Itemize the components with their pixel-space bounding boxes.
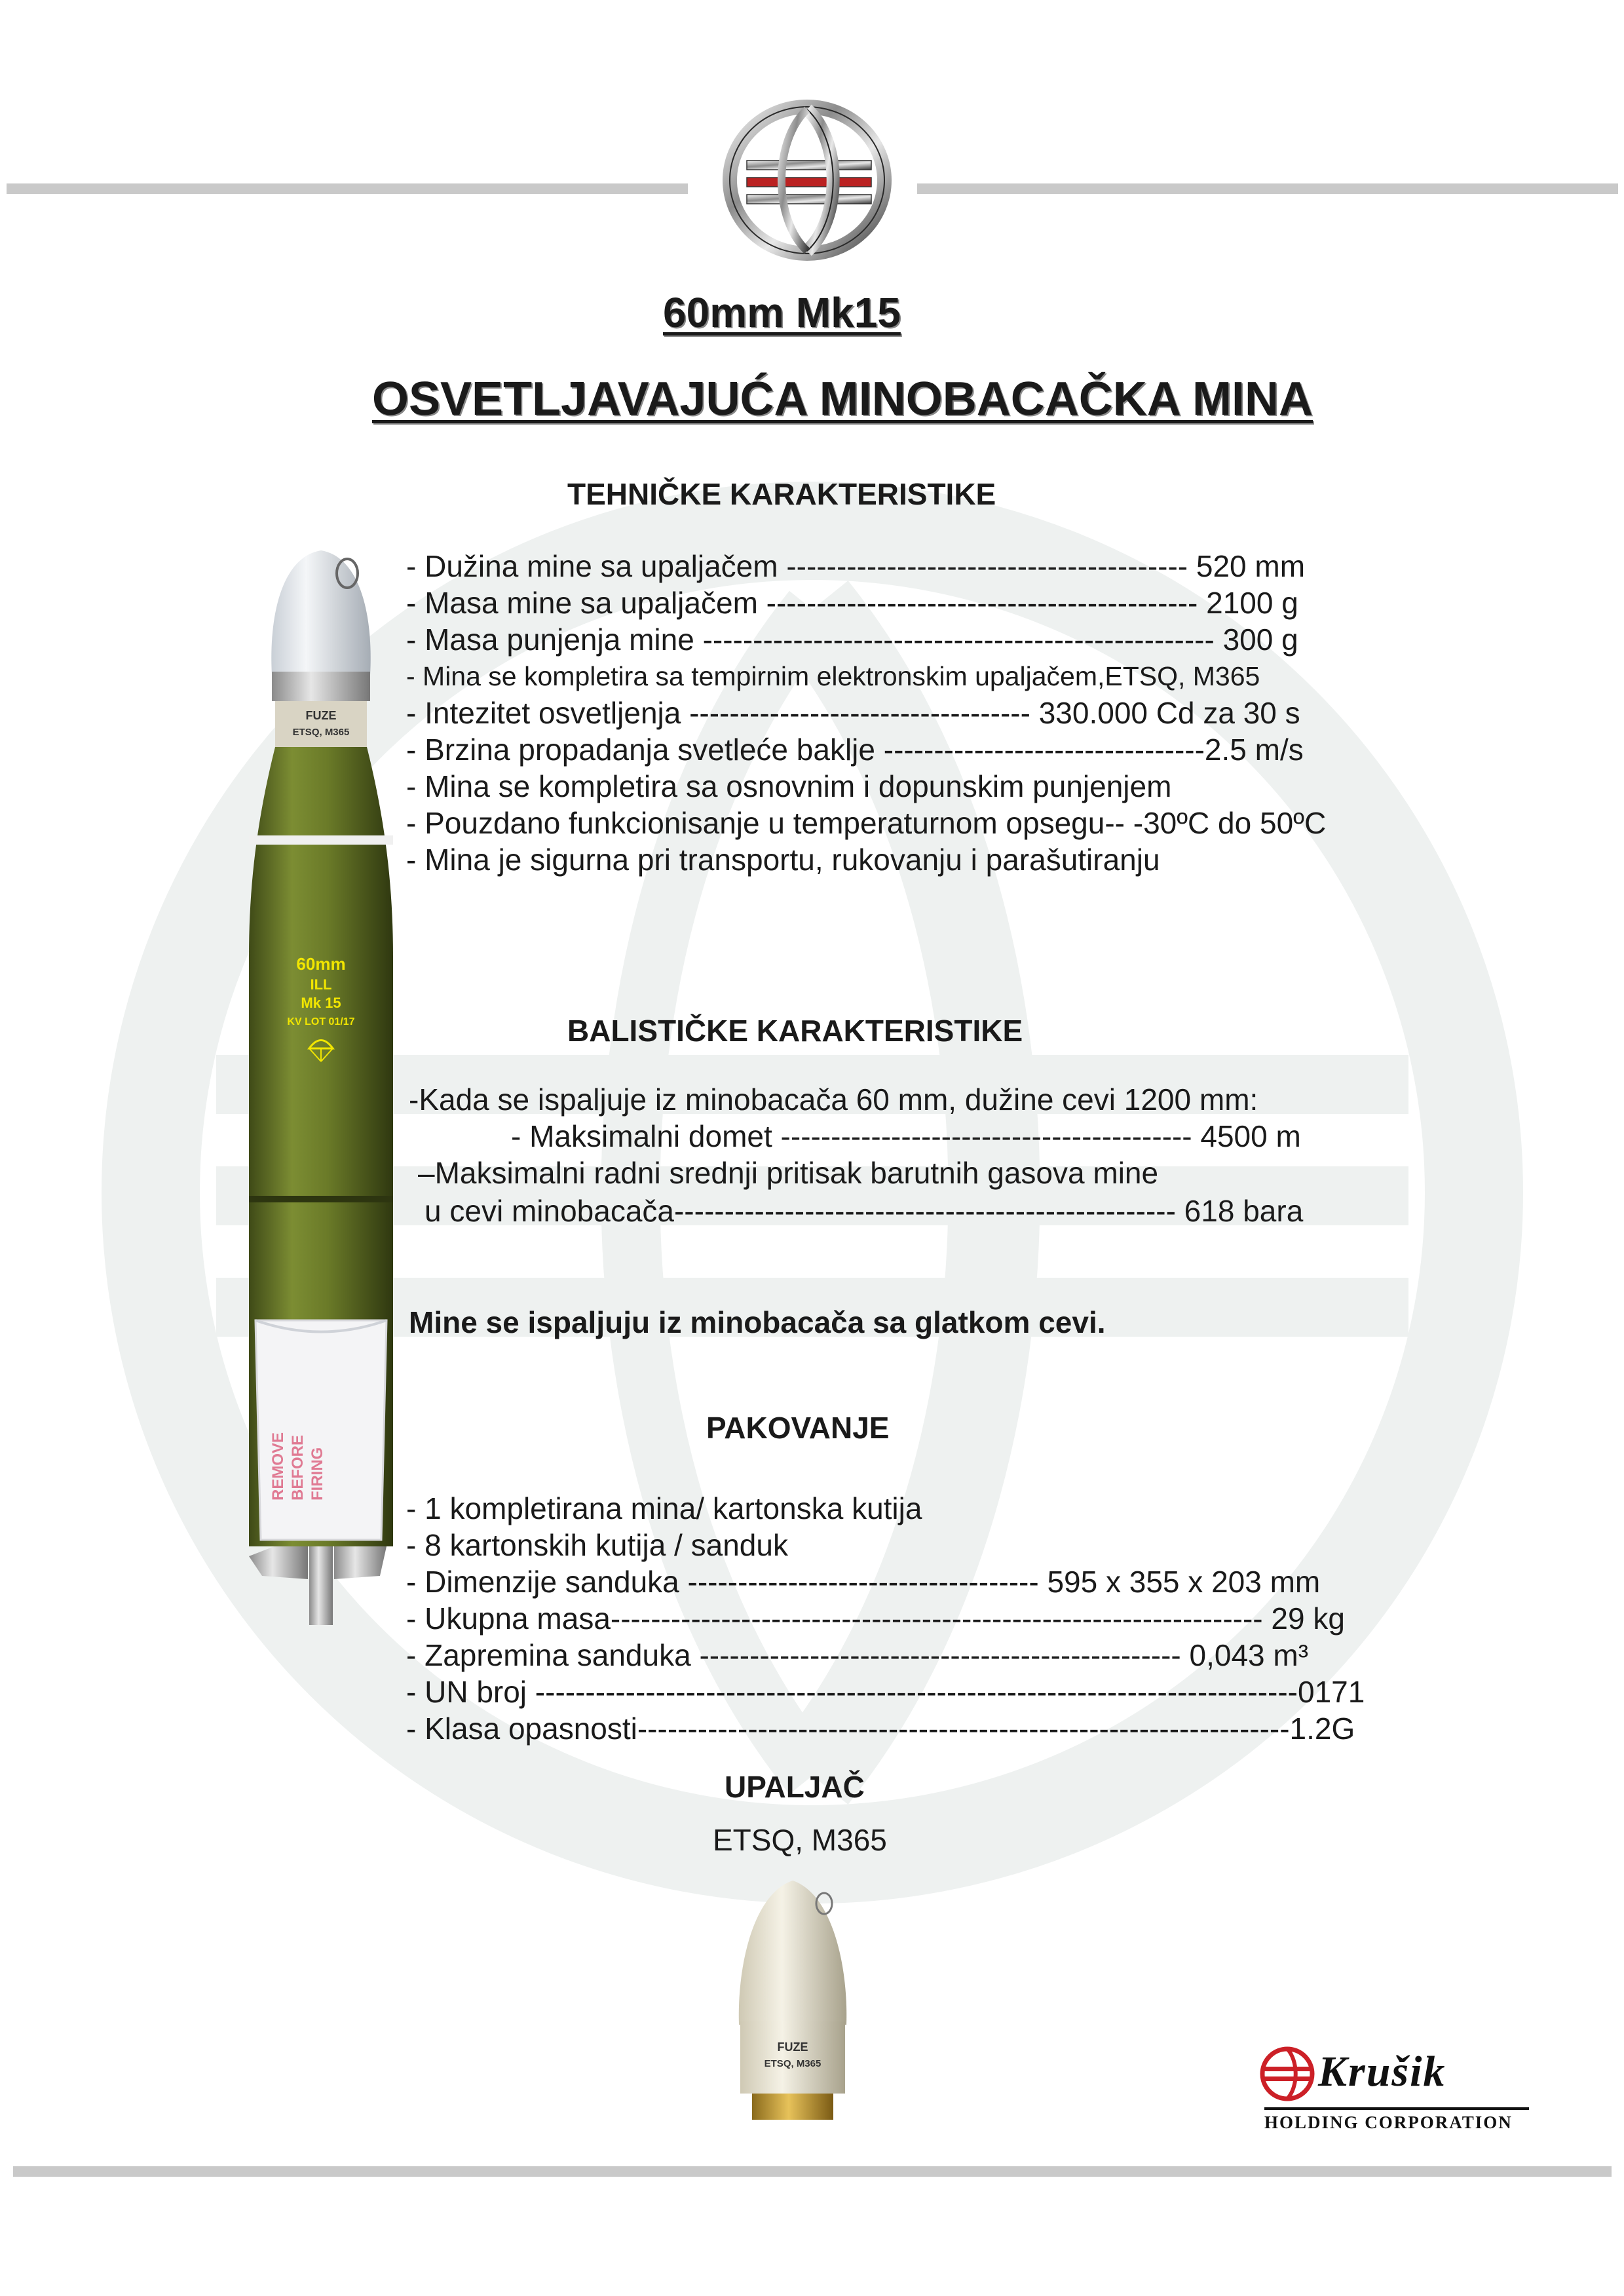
- tag-remove: REMOVE: [269, 1432, 287, 1501]
- fuze-label-bottom: ETSQ, M365: [292, 727, 350, 738]
- tech-item-temperature: - Pouzdano funkcionisanje u temperaturnom opsegu-- -30ºC do 50ºC: [406, 806, 1327, 840]
- company-emblem-logo: [721, 95, 894, 265]
- shell-type-marking: ILL: [310, 976, 332, 993]
- pack-item-hazard-class: - Klasa opasnosti-----------------------------------------------------------------1.2G: [406, 1712, 1355, 1746]
- shell-caliber-marking: 60mm: [296, 954, 346, 974]
- tech-item-mass: - Masa mine sa upaljačem ------------------------------------------- 2100 g: [406, 586, 1298, 620]
- fuze-heading: UPALJAČ: [725, 1770, 865, 1804]
- pack-item-volume: - Zapremina sanduka ------------------------------------------------ 0,043 m³: [406, 1638, 1309, 1672]
- pack-item-per-box: - 1 kompletirana mina/ kartonska kutija: [406, 1491, 922, 1525]
- shell-mark-marking: Mk 15: [301, 995, 341, 1011]
- ballistic-line-3: –Maksimalni radni srednji pritisak barutnih gasova mine: [418, 1156, 1159, 1190]
- ballistic-line-4: u cevi minobacača-------------------------------------------------- 618 bara: [425, 1194, 1304, 1228]
- technical-heading: TEHNIČKE KARAKTERISTIKE: [567, 477, 996, 511]
- mortar-shell-image: [236, 537, 406, 1625]
- tech-item-fuze: - Mina se kompletira sa tempirnim elektronskim upaljačem,ETSQ, M365: [406, 661, 1260, 691]
- pack-item-total-mass: - Ukupna masa----------------------------------------------------------------- 29 kg: [406, 1601, 1345, 1636]
- company-underline: [1264, 2107, 1529, 2110]
- ballistic-line-1: -Kada se ispaljuje iz minobacača 60 mm, dužine cevi 1200 mm:: [409, 1082, 1258, 1117]
- fuze-image: [727, 1874, 858, 2123]
- pack-item-dimensions: - Dimenzije sanduka ----------------------------------- 595 x 355 x 203 mm: [406, 1565, 1321, 1599]
- ballistic-heading: BALISTIČKE KARAKTERISTIKE: [567, 1014, 1023, 1048]
- tech-item-charges: - Mina se kompletira sa osnovnim i dopunskim punjenjem: [406, 769, 1172, 803]
- tech-item-safety: - Mina je sigurna pri transportu, rukovanju i parašutiranju: [406, 843, 1160, 877]
- model-title: 60mm Mk15: [663, 289, 901, 336]
- fuze-image-label-top: FUZE: [777, 2040, 808, 2054]
- tech-item-intensity: - Intezitet osvetljenja ---------------------------------- 330.000 Cd za 30 s: [406, 696, 1300, 730]
- tech-item-descent-rate: - Brzina propadanja svetleće baklje --------------------------------2.5 m/s: [406, 733, 1304, 767]
- shell-lot-marking: KV LOT 01/17: [287, 1016, 355, 1027]
- fuze-model: ETSQ, M365: [713, 1823, 887, 1857]
- bottom-rule: [13, 2166, 1612, 2177]
- technical-list: [406, 548, 1389, 878]
- fuze-label-top: FUZE: [305, 709, 337, 722]
- packaging-heading: PAKOVANJE: [706, 1411, 890, 1445]
- tech-item-fill-mass: - Masa punjenja mine --------------------------------------------------- 300 g: [406, 622, 1298, 657]
- company-logo: [1258, 2044, 1533, 2136]
- company-subtitle: HOLDING CORPORATION: [1264, 2113, 1513, 2132]
- pack-item-un-number: - UN broj ----------------------------------------------------------------------------0171: [406, 1675, 1365, 1709]
- fuze-image-label-bottom: ETSQ, M365: [764, 2058, 821, 2069]
- tag-before: BEFORE: [289, 1434, 307, 1501]
- top-rule-right: [917, 183, 1618, 194]
- company-name: Krušik: [1318, 2048, 1446, 2095]
- company-mark-icon: [1258, 2044, 1317, 2103]
- smoothbore-note: Mine se ispaljuju iz minobacača sa glatkom cevi.: [409, 1305, 1106, 1339]
- packaging-list: [406, 1490, 1389, 1747]
- top-rule-left: [7, 183, 688, 194]
- tag-firing: FIRING: [309, 1447, 326, 1501]
- pack-item-per-crate: - 8 kartonskih kutija / sanduk: [406, 1528, 788, 1562]
- ballistic-line-2: - Maksimalni domet ----------------------------------------- 4500 m: [511, 1119, 1301, 1153]
- tech-item-length: - Dužina mine sa upaljačem ---------------------------------------- 520 mm: [406, 549, 1306, 583]
- product-title: OSVETLJAVAJUĆA MINOBACAČKA MINA: [372, 373, 1313, 425]
